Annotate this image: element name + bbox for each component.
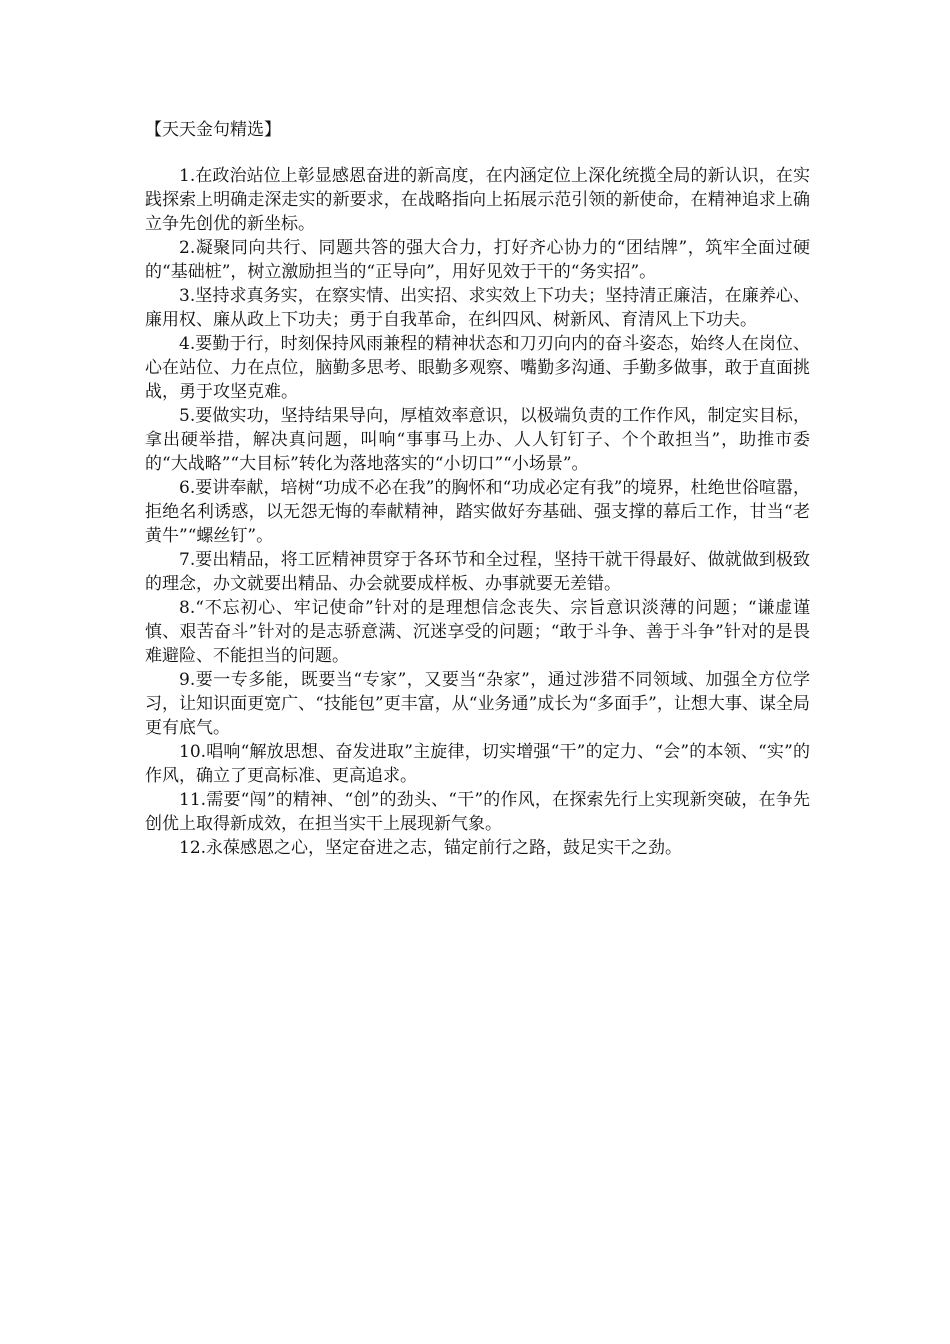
quote-paragraph-12: 12.永葆感恩之心，坚定奋进之志，锚定前行之路，鼓足实干之劲。: [179, 838, 683, 858]
quote-paragraph-5: 5.要做实功，坚持结果导向，厚植效率意识，以极端负责的工作作风，制定实目标，拿出硬举措，解决真问题，叫响“事事马上办、人人钉钉子、个个敢担当”，助推市委的“大战略”“大目标”转化为落地落实的“小切口”“小场景”。: [145, 406, 810, 474]
document-title: 【天天金句精选】: [145, 120, 281, 140]
quote-paragraph-3: 3.坚持求真务实，在察实情、出实招、求实效上下功夫；坚持清正廉洁，在廉养心、廉用权、廉从政上下功夫；勇于自我革命，在纠四风、树新风、育清风上下功夫。: [145, 286, 810, 330]
quote-paragraph-8: 8.“不忘初心、牢记使命”针对的是理想信念丧失、宗旨意识淡薄的问题；“谦虚谨慎、艰苦奋斗”针对的是志骄意满、沉迷享受的问题；“敢于斗争、善于斗争”针对的是畏难避险、不能担当的问题。: [145, 598, 810, 666]
quote-paragraph-9: 9.要一专多能，既要当“专家”，又要当“杂家”，通过涉猎不同领域、加强全方位学习，让知识面更宽广、“技能包”更丰富，从“业务通”成长为“多面手”，让想大事、谋全局更有底气。: [145, 670, 810, 738]
document-page: [145, 118, 810, 860]
quote-paragraph-10: 10.唱响“解放思想、奋发进取”主旋律，切实增强“干”的定力、“会”的本领、“实”的作风，确立了更高标准、更高追求。: [145, 742, 810, 786]
quote-paragraph-2: 2.凝聚同向共行、同题共答的强大合力，打好齐心协力的“团结牌”，筑牢全面过硬的“基础桩”，树立激励担当的“正导向”，用好见效于干的“务实招”。: [145, 238, 810, 282]
quote-paragraph-7: 7.要出精品，将工匠精神贯穿于各环节和全过程，坚持干就干得最好、做就做到极致的理念，办文就要出精品、办会就要成样板、办事就要无差错。: [145, 550, 810, 594]
quote-paragraph-1: 1.在政治站位上彰显感恩奋进的新高度，在内涵定位上深化统揽全局的新认识，在实践探索上明确走深走实的新要求，在战略指向上拓展示范引领的新使命，在精神追求上确立争先创优的新坐标。: [145, 166, 810, 234]
quote-paragraph-4: 4.要勤于行，时刻保持风雨兼程的精神状态和刀刃向内的奋斗姿态，始终人在岗位、心在站位、力在点位，脑勤多思考、眼勤多观察、嘴勤多沟通、手勤多做事，敢于直面挑战，勇于攻坚克难。: [145, 334, 810, 402]
quote-paragraph-11: 11.需要“闯”的精神、“创”的劲头、“干”的作风，在探索先行上实现新突破，在争先创优上取得新成效，在担当实干上展现新气象。: [145, 790, 810, 834]
quote-paragraph-6: 6.要讲奉献，培树“功成不必在我”的胸怀和“功成必定有我”的境界，杜绝世俗喧嚣，拒绝名利诱惑，以无怨无悔的奉献精神，踏实做好夯基础、强支撑的幕后工作，甘当“老黄牛”“螺丝钉”。: [145, 478, 810, 546]
